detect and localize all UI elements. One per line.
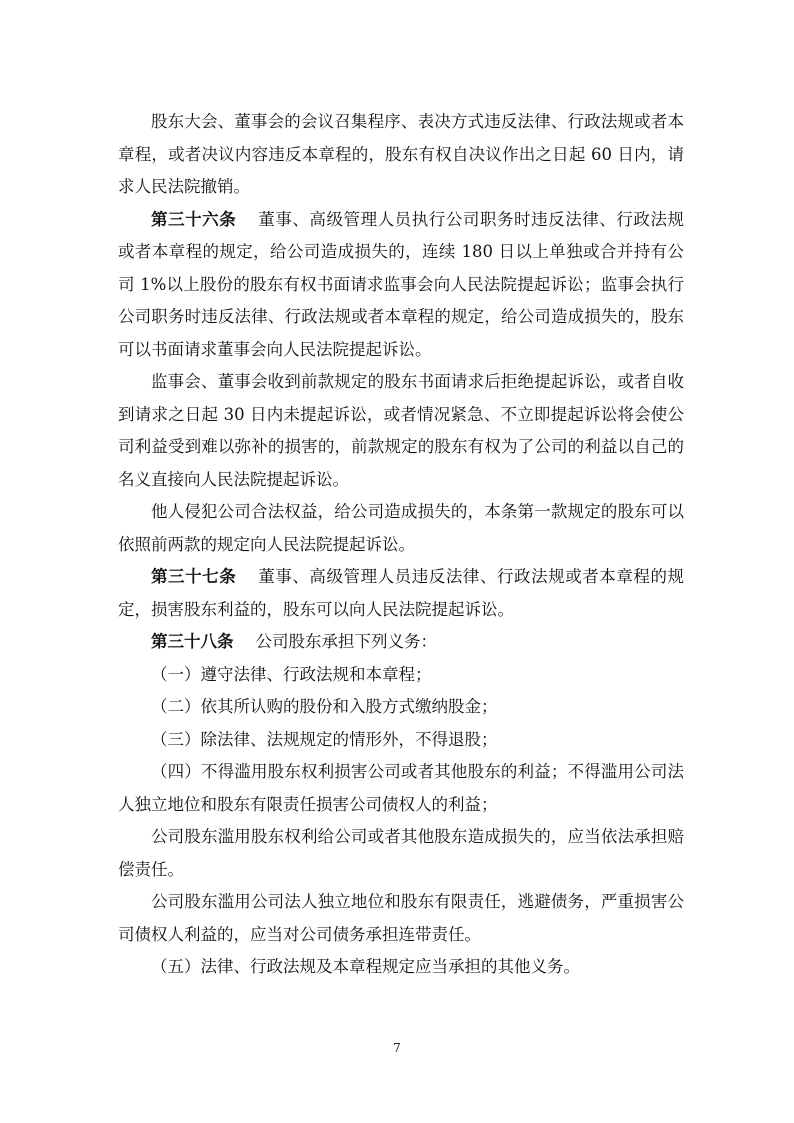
paragraph-text: （一）遵守法律、行政法规和本章程； — [151, 664, 432, 684]
article-heading: 第三十八条 — [151, 632, 234, 651]
paragraph-text: 董事、高级管理人员执行公司职务时违反法律、行政法规或者本章程的规定，给公司造成损失的，连续 180 日以上单独或合并持有公司 1%以上股份的股东有权书面请求监事会向人民法院提起诉讼；监事会执行公司职务时违反法律、行政法规或者本章程的规定，给公司造成损失的，股东可以书面请求董事会向人民法院提起诉讼。 — [118, 209, 685, 359]
obligation-item-4 — [118, 756, 684, 821]
document-body — [118, 106, 684, 984]
paragraph-4 — [118, 496, 684, 561]
article-36-paragraph — [118, 204, 684, 367]
paragraph-text: 股东大会、董事会的会议召集程序、表决方式违反法律、行政法规或者本章程，或者决议内容违反本章程的，股东有权自决议作出之日起 60 日内，请求人民法院撤销。 — [118, 112, 684, 196]
article-38-paragraph — [118, 626, 684, 659]
article-heading: 第三十六条 — [151, 209, 237, 229]
paragraph-text: 公司股东承担下列义务： — [255, 632, 437, 651]
paragraph-text: 公司股东滥用公司法人独立地位和股东有限责任，逃避债务，严重损害公司债权人利益的，应当对公司债务承担连带责任。 — [118, 892, 684, 944]
obligation-item-3 — [118, 724, 684, 757]
paragraph-1 — [118, 106, 684, 204]
paragraph-text: 公司股东滥用股东权利给公司或者其他股东造成损失的，应当依法承担赔偿责任。 — [118, 827, 684, 879]
paragraph-liability-2 — [118, 886, 684, 951]
page-number: 7 — [393, 1041, 401, 1055]
paragraph-text: 监事会、董事会收到前款规定的股东书面请求后拒绝提起诉讼，或者自收到请求之日起 30 日内未提起诉讼，或者情况紧急、不立即提起诉讼将会使公司利益受到难以弥补的损害的，前款规定的股东有权为了公司的利益以自己的名义直接向人民法院提起诉讼。 — [118, 372, 684, 489]
paragraph-text: （三）除法律、法规规定的情形外，不得退股； — [151, 729, 498, 749]
obligation-item-1 — [118, 659, 684, 692]
article-37-paragraph — [118, 561, 684, 626]
paragraph-text: （四）不得滥用股东权利损害公司或者其他股东的利益；不得滥用公司法人独立地位和股东有限责任损害公司债权人的利益； — [118, 762, 684, 814]
paragraph-3 — [118, 366, 684, 496]
paragraph-text: （五）法律、行政法规及本章程规定应当承担的其他义务。 — [151, 957, 580, 976]
paragraph-text: （二）依其所认购的股份和入股方式缴纳股金； — [151, 697, 498, 716]
obligation-item-5 — [118, 951, 684, 984]
article-heading: 第三十七条 — [151, 567, 237, 586]
obligation-item-2 — [118, 691, 684, 724]
paragraph-text: 他人侵犯公司合法权益，给公司造成损失的，本条第一款规定的股东可以依照前两款的规定向人民法院提起诉讼。 — [118, 502, 684, 554]
paragraph-text: 董事、高级管理人员违反法律、行政法规或者本章程的规定，损害股东利益的，股东可以向人民法院提起诉讼。 — [118, 567, 685, 619]
paragraph-liability-1 — [118, 821, 684, 886]
